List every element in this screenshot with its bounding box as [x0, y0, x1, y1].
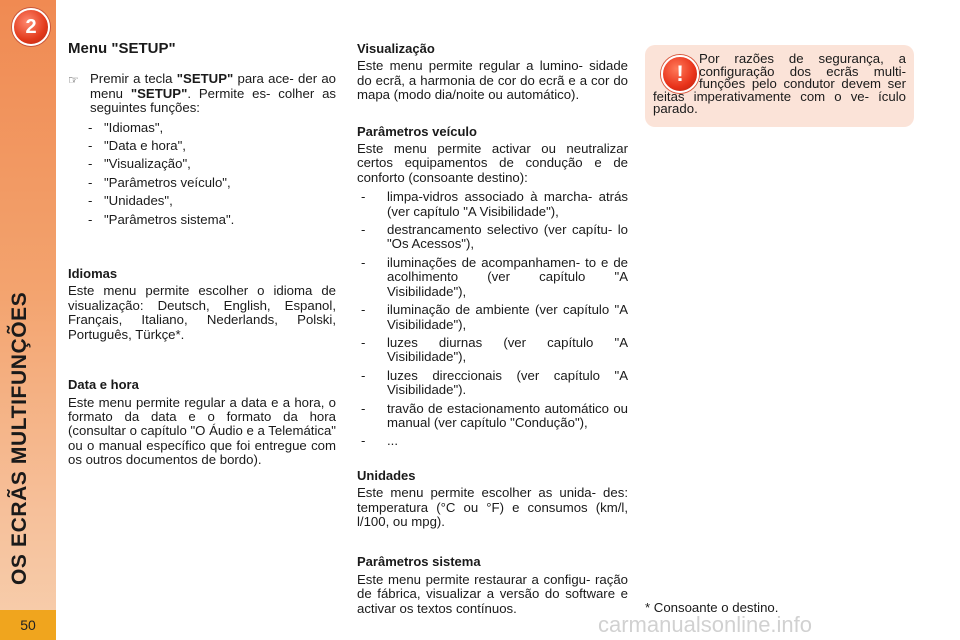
column-left: [68, 42, 336, 468]
section-visualizacao: [357, 42, 628, 103]
page-number: 50: [0, 610, 56, 640]
chapter-badge: 2: [12, 8, 50, 46]
warning-text-content: Por razões de segurança, a configuração dos ecrãs multi- funções pelo condutor devem ser feitas imperativamente com o ve- ículo parado.: [653, 51, 906, 117]
section-title: Data e hora: [68, 377, 139, 393]
column-middle: [357, 42, 628, 616]
section-text: Este menu permite escolher as unida- des: temperatura (°C ou °F) e consumos (km/l, l/100, ou mpg).: [357, 485, 628, 529]
section-title: Idiomas: [68, 266, 118, 282]
section-text: Este menu permite activar ou neutralizar certos equipamentos de condução e de conforto (consoante destino):: [357, 141, 628, 185]
pointing-hand-icon: ☞: [68, 73, 79, 88]
equipment-list: [357, 190, 628, 449]
section-unidades: [357, 469, 628, 530]
setup-key-label: "SETUP": [176, 71, 234, 87]
intro-bullet: [68, 72, 336, 115]
section-title: Visualização: [357, 41, 435, 56]
intro-part: Premir a tecla: [90, 71, 177, 87]
list-item: - luzes diurnas (ver capítulo "A Visibilidade"),: [361, 334, 628, 365]
section-data-hora: [68, 378, 336, 467]
section-title: Parâmetros veículo: [357, 123, 477, 139]
list-item: - "Data e hora",: [88, 138, 186, 154]
intro-text: [90, 72, 336, 115]
intro-part: . Permite es- colher as seguintes funções:: [90, 85, 336, 116]
safety-warning-box: [645, 45, 914, 127]
list-item: - "Parâmetros sistema".: [88, 211, 235, 227]
section-text: Este menu permite restaurar a configu- ração de fábrica, visualizar a versão do software e activar os textos contínuos.: [357, 571, 628, 616]
section-text: Este menu permite escolher o idioma de visualização: Deutsch, English, Espanol, Français, Italiano, Nederlands, Polski, Português, Türkçe*.: [68, 283, 336, 342]
list-item: - limpa-vidros associado à marcha- atrás (ver capítulo "A Visibilidade"),: [361, 189, 628, 219]
list-item: - destrancamento selectivo (ver capítu- lo "Os Acessos"),: [361, 222, 628, 252]
footnote: * Consoante o destino.: [645, 600, 779, 615]
list-item: - "Parâmetros veículo",: [88, 174, 231, 190]
section-idiomas: [68, 267, 336, 342]
section-title: Unidades: [357, 467, 416, 483]
list-item: - luzes direccionais (ver capítulo "A Visibilidade").: [361, 367, 628, 398]
intro-part: para ace- der ao menu: [90, 71, 337, 101]
section-parametros-veiculo: [357, 125, 628, 449]
list-item: - iluminação de ambiente (ver capítulo "A Visibilidade"),: [361, 302, 628, 332]
section-title: Parâmetros sistema: [357, 554, 481, 570]
watermark: carmanualsonline.info: [598, 612, 813, 637]
list-item: - travão de estacionamento automático ou manual (ver capítulo "Condução"),: [361, 400, 628, 430]
sidebar: [0, 0, 56, 640]
list-item: - "Visualização",: [88, 156, 191, 172]
list-item: - "Unidades",: [88, 193, 173, 209]
exclamation-warning-icon: !: [661, 55, 699, 93]
setup-key-label: "SETUP": [130, 85, 188, 101]
section-text: Este menu permite regular a lumino- sidade do ecrã, a harmonia de cor do ecrã e a cor do mapa (modo dia/noite ou automático).: [357, 58, 628, 103]
section-parametros-sistema: [357, 555, 628, 616]
menu-heading: Menu "SETUP": [68, 40, 176, 57]
warning-text: [653, 53, 906, 116]
section-text: Este menu permite regular a data e a hora, o formato da data e o formato da hora (consultar o capítulo "O Áudio e a Telemática" ou o manual específico que foi entregue com os outros documentos de bordo).: [68, 394, 336, 468]
function-list: [68, 121, 336, 227]
list-item: - iluminações de acompanhamen- to e de acolhimento (ver capítulo "A Visibilidade"),: [361, 254, 628, 299]
list-item: - "Idiomas",: [88, 119, 164, 135]
chapter-title: OS ECRÃS MULTIFUNÇÕES: [8, 291, 31, 585]
list-item: - ...: [361, 433, 398, 449]
